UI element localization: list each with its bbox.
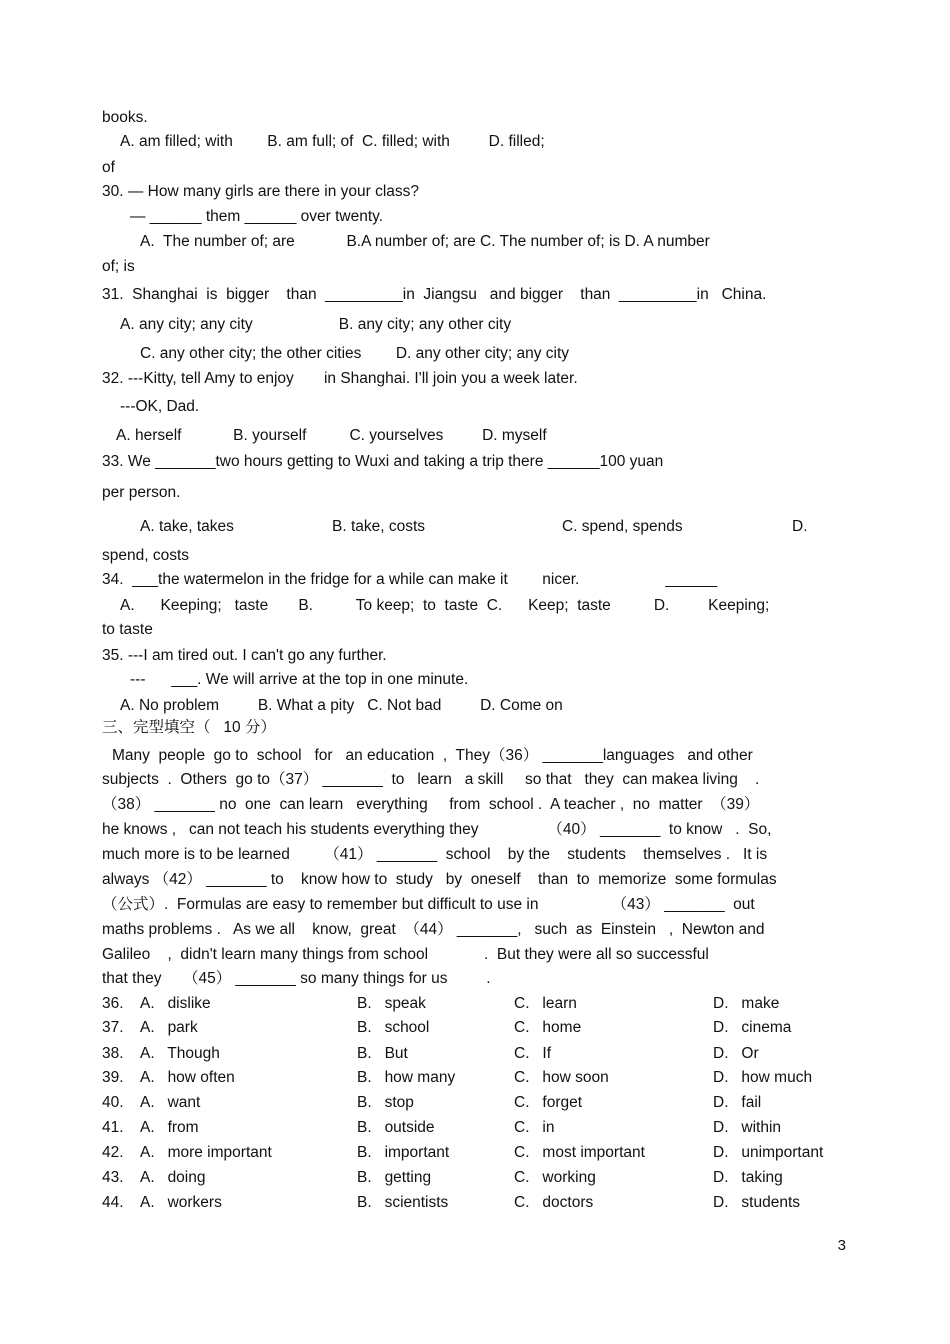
cloze-passage-line-3: （38） _______ no one can learn everything from school . A teacher , no matter （39） [102, 796, 760, 813]
option-number: 37. [102, 1019, 124, 1036]
option-d: D. how much [713, 1069, 813, 1086]
q34-question: 34. ___the watermelon in the fridge for a while can make it nicer. ______ [102, 571, 718, 588]
option-a: A. from [140, 1119, 199, 1136]
option-c: C. working [514, 1169, 596, 1186]
q34-options: A. Keeping; taste B. To keep; to taste C. Keep; taste D. Keeping; [120, 597, 770, 614]
q32-question: 32. ---Kitty, tell Amy to enjoy in Shanghai. I'll join you a week later. [102, 370, 578, 387]
line-books: books. [102, 109, 148, 126]
option-c: C. how soon [514, 1069, 609, 1086]
q33-option-b: B. take, costs [332, 518, 426, 535]
option-number: 41. [102, 1119, 124, 1136]
q31-options-ab: A. any city; any city B. any city; any other city [120, 316, 512, 333]
option-c: C. doctors [514, 1194, 594, 1211]
q33-option-d: D. [792, 518, 808, 535]
option-c: C. home [514, 1019, 582, 1036]
option-a: A. park [140, 1019, 198, 1036]
q35-answer-line: --- ___. We will arrive at the top in one minute. [130, 671, 469, 688]
option-b: B. speak [357, 995, 426, 1012]
option-a: A. doing [140, 1169, 206, 1186]
section-title-cloze: 三、完型填空（ 10 分） [102, 719, 276, 736]
cloze-passage-line-9: Galileo , didn't learn many things from school . But they were all so successful [102, 946, 709, 963]
option-number: 43. [102, 1169, 124, 1186]
option-b: B. important [357, 1144, 450, 1161]
cloze-passage-line-6: always （42） _______ to know how to study by oneself than to memorize some formulas [102, 871, 777, 888]
option-number: 39. [102, 1069, 124, 1086]
cloze-passage-line-5: much more is to be learned （41） _______ school by the students themselves . It is [102, 846, 768, 863]
option-number: 36. [102, 995, 124, 1012]
option-b: B. how many [357, 1069, 456, 1086]
q32-reply: ---OK, Dad. [120, 398, 200, 415]
option-b: B. stop [357, 1094, 414, 1111]
option-a: A. more important [140, 1144, 272, 1161]
page-number: 3 [837, 1237, 846, 1254]
option-a: A. how often [140, 1069, 235, 1086]
q30-options: A. The number of; are B.A number of; are C. The number of; is D. A number [140, 233, 710, 250]
option-d: D. taking [713, 1169, 783, 1186]
cloze-passage-line-1: Many people go to school for an education , They（36） _______languages and other [112, 747, 753, 764]
q33-question-wrap: per person. [102, 484, 181, 501]
option-b: B. school [357, 1019, 430, 1036]
option-b: B. getting [357, 1169, 432, 1186]
option-a: A. Though [140, 1045, 220, 1062]
q32-options: A. herself B. yourself C. yourselves D. myself [116, 427, 547, 444]
option-d: D. cinema [713, 1019, 792, 1036]
q34-options-wrap: to taste [102, 621, 153, 638]
option-c: C. in [514, 1119, 555, 1136]
q30-question: 30. — How many girls are there in your class? [102, 183, 420, 200]
q33-option-a: A. take, takes [140, 518, 234, 535]
q29-options: A. am filled; with B. am full; of C. filled; with D. filled; [120, 133, 545, 150]
q33-option-d-wrap: spend, costs [102, 547, 190, 564]
cloze-passage-line-4: he knows , can not teach his students everything they （40） _______ to know . So, [102, 821, 772, 838]
q35-options: A. No problem B. What a pity C. Not bad D. Come on [120, 697, 563, 714]
option-a: A. workers [140, 1194, 222, 1211]
option-b: B. outside [357, 1119, 435, 1136]
cloze-passage-line-7: （公式）. Formulas are easy to remember but difficult to use in （43） _______ out [102, 896, 755, 913]
q35-question: 35. ---I am tired out. I can't go any further. [102, 647, 387, 664]
q30-options-wrap: of; is [102, 258, 135, 275]
q30-answer-line: — ______ them ______ over twenty. [130, 208, 384, 225]
q31-question: 31. Shanghai is bigger than _________in Jiangsu and bigger than _________in China. [102, 286, 767, 303]
q29-options-wrap: of [102, 159, 115, 176]
option-c: C. forget [514, 1094, 583, 1111]
option-c: C. If [514, 1045, 552, 1062]
option-c: C. most important [514, 1144, 645, 1161]
option-b: B. scientists [357, 1194, 449, 1211]
option-d: D. make [713, 995, 780, 1012]
option-number: 40. [102, 1094, 124, 1111]
option-a: A. want [140, 1094, 201, 1111]
option-number: 44. [102, 1194, 124, 1211]
option-number: 42. [102, 1144, 124, 1161]
option-c: C. learn [514, 995, 577, 1012]
option-d: D. within [713, 1119, 782, 1136]
q31-options-cd: C. any other city; the other cities D. any other city; any city [140, 345, 570, 362]
option-d: D. fail [713, 1094, 762, 1111]
option-d: D. students [713, 1194, 801, 1211]
cloze-passage-line-10: that they （45） _______ so many things for us . [102, 970, 491, 987]
option-b: B. But [357, 1045, 408, 1062]
option-d: D. unimportant [713, 1144, 824, 1161]
option-a: A. dislike [140, 995, 211, 1012]
cloze-passage-line-2: subjects . Others go to（37） _______ to learn a skill so that they can makea living . [102, 771, 760, 788]
cloze-passage-line-8: maths problems . As we all know, great （44） _______, such as Einstein , Newton and [102, 921, 765, 938]
option-d: D. Or [713, 1045, 759, 1062]
q33-question: 33. We _______two hours getting to Wuxi and taking a trip there ______100 yuan [102, 453, 664, 470]
option-number: 38. [102, 1045, 124, 1062]
q33-option-c: C. spend, spends [562, 518, 683, 535]
